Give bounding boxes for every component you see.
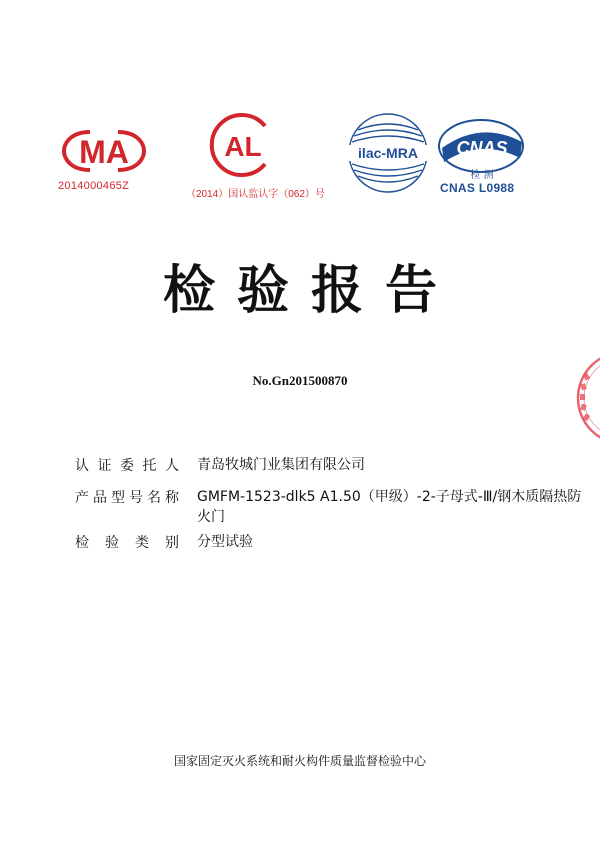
cal-number: （2014）国认监认字（062）号 bbox=[186, 189, 325, 200]
cma-mark-text: MA bbox=[79, 134, 129, 170]
cnas-number: CNAS L0988 bbox=[440, 181, 515, 195]
cma-logo bbox=[60, 126, 148, 176]
official-seal-stamp bbox=[566, 348, 600, 448]
client-value: 青岛牧城门业集团有限公司 bbox=[197, 457, 365, 473]
inspection-type-label: 检验类别 bbox=[75, 535, 179, 551]
report-title: 检验报告 bbox=[162, 261, 459, 321]
inspection-type-value: 分型试验 bbox=[197, 534, 253, 550]
product-label: 产品型号名称 bbox=[75, 490, 179, 506]
ilac-mark-text: ilac-MRA bbox=[358, 145, 418, 161]
client-label: 认证委托人 bbox=[75, 458, 179, 474]
cal-mark-text: AL bbox=[224, 131, 262, 162]
product-value: GMFM-1523-dlk5 A1.50（甲级）-2-子母式-Ⅲ/钢木质隔热防火门 bbox=[197, 489, 582, 525]
cnas-mark-text: CNAS bbox=[456, 138, 508, 158]
cma-number: 2014000465Z bbox=[58, 180, 130, 192]
cal-logo bbox=[203, 108, 277, 182]
cnas-logo bbox=[436, 118, 526, 182]
cnas-sub-text: 检 测 bbox=[470, 170, 494, 181]
report-number: No.Gn201500870 bbox=[252, 373, 348, 388]
issuing-organization: 国家固定灭火系统和耐火构件质量监督检验中心 bbox=[173, 754, 426, 768]
ilac-mra-logo bbox=[344, 112, 432, 194]
